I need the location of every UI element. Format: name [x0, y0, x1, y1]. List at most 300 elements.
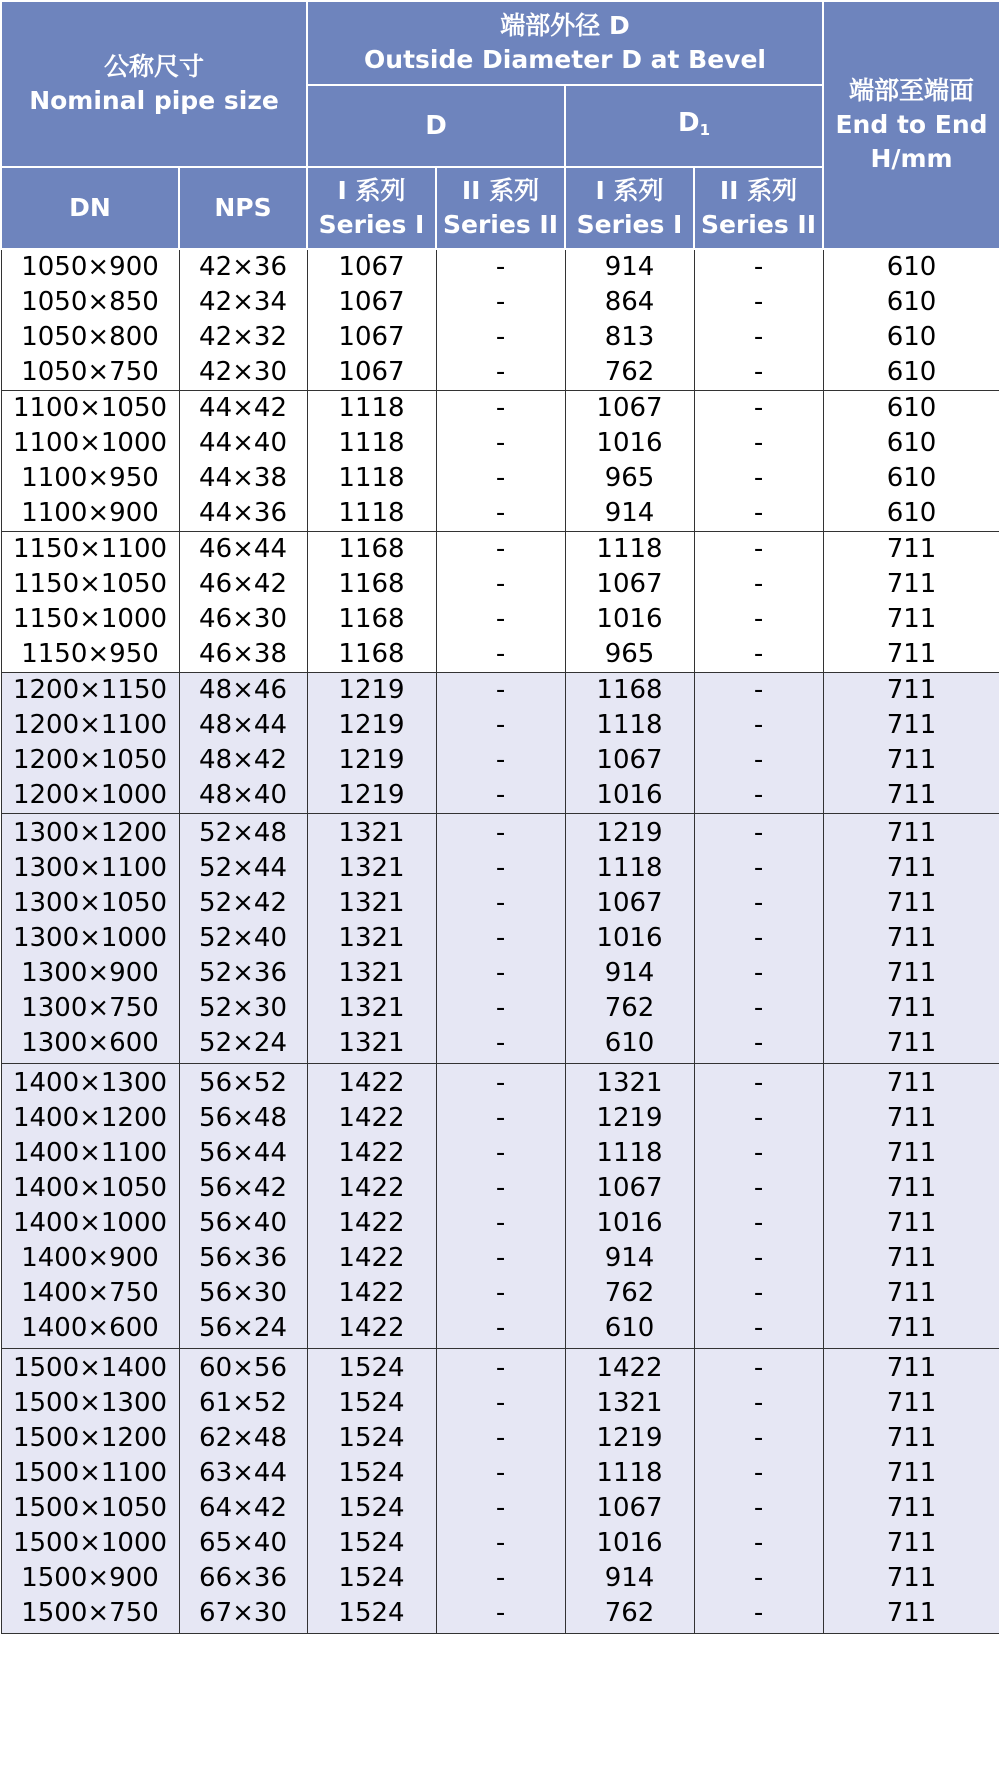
- cell-value: -: [495, 1388, 506, 1418]
- cell-value: 46×42: [199, 569, 287, 599]
- cell-value: -: [495, 710, 506, 740]
- cell-value: 1067: [596, 745, 663, 775]
- d1-series1-header: [565, 167, 694, 249]
- cell-value: 914: [604, 498, 655, 528]
- cell-value: 711: [886, 1493, 937, 1523]
- cell-value: -: [495, 252, 506, 282]
- cell-value: 1118: [338, 393, 405, 423]
- cell-value: 1050×750: [21, 357, 159, 387]
- cell-value: 1524: [338, 1598, 405, 1628]
- d1-series2-cell: [694, 814, 823, 1064]
- table-row: [1, 391, 999, 532]
- cell-value: -: [753, 569, 764, 599]
- series2-zh: II 系列: [461, 176, 540, 205]
- cell-value: -: [495, 498, 506, 528]
- d-header-label: D: [425, 111, 447, 141]
- d-series1-cell: [307, 249, 436, 391]
- cell-value: -: [495, 1068, 506, 1098]
- cell-value: 1400×1100: [12, 1138, 168, 1168]
- end-to-end-cell: [823, 1349, 999, 1634]
- cell-value: -: [753, 1173, 764, 1203]
- cell-value: -: [495, 463, 506, 493]
- cell-value: 1067: [596, 393, 663, 423]
- cell-value: 61×52: [199, 1388, 287, 1418]
- cell-value: 1321: [596, 1068, 663, 1098]
- cell-value: -: [495, 1423, 506, 1453]
- cell-value: 711: [886, 1243, 937, 1273]
- end-to-end-cell: [823, 814, 999, 1064]
- cell-value: 1422: [338, 1313, 405, 1343]
- cell-value: 1016: [596, 428, 663, 458]
- cell-value: 610: [886, 287, 937, 317]
- cell-value: 48×46: [199, 675, 287, 705]
- cell-value: 52×44: [199, 853, 287, 883]
- cell-value: 762: [604, 1278, 655, 1308]
- cell-value: 1118: [596, 1458, 663, 1488]
- cell-value: 1219: [596, 818, 663, 848]
- d-header: [307, 85, 565, 167]
- end-to-end-cell: [823, 249, 999, 391]
- cell-value: 610: [886, 252, 937, 282]
- cell-value: 1422: [596, 1353, 663, 1383]
- cell-value: 67×30: [199, 1598, 287, 1628]
- cell-value: 914: [604, 958, 655, 988]
- cell-value: -: [495, 1528, 506, 1558]
- cell-value: -: [495, 1208, 506, 1238]
- cell-value: 711: [886, 534, 937, 564]
- cell-value: -: [753, 1563, 764, 1593]
- cell-value: 1016: [596, 1528, 663, 1558]
- cell-value: 1500×1000: [12, 1528, 168, 1558]
- cell-value: 1067: [596, 1173, 663, 1203]
- cell-value: -: [753, 1493, 764, 1523]
- table-row: [1, 532, 999, 673]
- cell-value: 1500×750: [21, 1598, 159, 1628]
- cell-value: -: [753, 675, 764, 705]
- series1-en: Series I: [318, 210, 425, 239]
- cell-value: 42×32: [199, 322, 287, 352]
- cell-value: 1200×1150: [12, 675, 168, 705]
- cell-value: -: [495, 1353, 506, 1383]
- cell-value: 52×48: [199, 818, 287, 848]
- cell-value: 1016: [596, 604, 663, 634]
- cell-value: 1422: [338, 1173, 405, 1203]
- cell-value: 1067: [338, 252, 405, 282]
- cell-value: 711: [886, 1458, 937, 1488]
- cell-value: 711: [886, 958, 937, 988]
- cell-value: 711: [886, 1138, 937, 1168]
- cell-value: 1118: [596, 1138, 663, 1168]
- d1-series1-cell: [565, 532, 694, 673]
- cell-value: 56×44: [199, 1138, 287, 1168]
- cell-value: -: [753, 888, 764, 918]
- cell-value: -: [495, 993, 506, 1023]
- cell-value: 1067: [338, 287, 405, 317]
- cell-value: 46×30: [199, 604, 287, 634]
- cell-value: -: [753, 1068, 764, 1098]
- cell-value: 762: [604, 357, 655, 387]
- table-row: [1, 249, 999, 391]
- end-to-end-cell: [823, 1064, 999, 1349]
- nps-cell: [179, 1349, 307, 1634]
- series1-en: Series I: [576, 210, 683, 239]
- cell-value: 44×36: [199, 498, 287, 528]
- cell-value: 56×30: [199, 1278, 287, 1308]
- cell-value: 1118: [596, 853, 663, 883]
- cell-value: 711: [886, 818, 937, 848]
- cell-value: 1300×1050: [12, 888, 168, 918]
- cell-value: -: [495, 322, 506, 352]
- cell-value: 48×44: [199, 710, 287, 740]
- cell-value: 44×40: [199, 428, 287, 458]
- d-series2-cell: [436, 391, 565, 532]
- cell-value: 1100×1000: [12, 428, 168, 458]
- cell-value: -: [495, 853, 506, 883]
- cell-value: 1100×1050: [12, 393, 168, 423]
- d1-series2-cell: [694, 532, 823, 673]
- cell-value: 42×34: [199, 287, 287, 317]
- cell-value: 1321: [338, 853, 405, 883]
- outside-diameter-en: Outside Diameter D at Bevel: [364, 45, 766, 74]
- dn-cell: [1, 391, 179, 532]
- end-to-end-header: [823, 1, 999, 249]
- cell-value: 1321: [338, 888, 405, 918]
- cell-value: 1524: [338, 1388, 405, 1418]
- cell-value: 1300×750: [21, 993, 159, 1023]
- dn-cell: [1, 1349, 179, 1634]
- cell-value: 1422: [338, 1278, 405, 1308]
- cell-value: 52×24: [199, 1028, 287, 1058]
- cell-value: 914: [604, 1563, 655, 1593]
- cell-value: 711: [886, 1388, 937, 1418]
- d1-header-subscript: 1: [699, 120, 711, 139]
- cell-value: 711: [886, 675, 937, 705]
- series2-zh: II 系列: [719, 176, 798, 205]
- cell-value: 1321: [338, 1028, 405, 1058]
- cell-value: 1118: [596, 710, 663, 740]
- cell-value: -: [495, 780, 506, 810]
- d1-series2-cell: [694, 673, 823, 814]
- d-series2-cell: [436, 673, 565, 814]
- cell-value: 1067: [338, 322, 405, 352]
- cell-value: 711: [886, 604, 937, 634]
- cell-value: 1118: [338, 498, 405, 528]
- cell-value: -: [495, 1173, 506, 1203]
- table-row: [1, 673, 999, 814]
- d1-series1-cell: [565, 673, 694, 814]
- cell-value: 711: [886, 1598, 937, 1628]
- series2-en: Series II: [443, 210, 559, 239]
- cell-value: -: [753, 393, 764, 423]
- outside-diameter-header: [307, 1, 823, 85]
- d1-series1-cell: [565, 814, 694, 1064]
- cell-value: -: [495, 534, 506, 564]
- cell-value: 610: [886, 463, 937, 493]
- cell-value: -: [495, 1313, 506, 1343]
- cell-value: 914: [604, 252, 655, 282]
- cell-value: 864: [604, 287, 655, 317]
- cell-value: 711: [886, 1353, 937, 1383]
- cell-value: 56×48: [199, 1103, 287, 1133]
- cell-value: 1422: [338, 1138, 405, 1168]
- d-series1-cell: [307, 532, 436, 673]
- cell-value: -: [753, 357, 764, 387]
- cell-value: 56×24: [199, 1313, 287, 1343]
- cell-value: 64×42: [199, 1493, 287, 1523]
- cell-value: 1067: [338, 357, 405, 387]
- cell-value: 711: [886, 1563, 937, 1593]
- cell-value: 1219: [338, 710, 405, 740]
- cell-value: 42×36: [199, 252, 287, 282]
- cell-value: 711: [886, 1423, 937, 1453]
- cell-value: 1219: [338, 745, 405, 775]
- cell-value: 1321: [338, 923, 405, 953]
- cell-value: 762: [604, 993, 655, 1023]
- cell-value: 1500×1400: [12, 1353, 168, 1383]
- cell-value: 711: [886, 639, 937, 669]
- d1-series1-cell: [565, 249, 694, 391]
- cell-value: 1118: [338, 428, 405, 458]
- nps-cell: [179, 391, 307, 532]
- cell-value: 1422: [338, 1068, 405, 1098]
- cell-value: -: [495, 569, 506, 599]
- cell-value: 1400×1300: [12, 1068, 168, 1098]
- cell-value: -: [495, 287, 506, 317]
- cell-value: 1219: [338, 780, 405, 810]
- cell-value: 1219: [596, 1423, 663, 1453]
- d-series2-cell: [436, 814, 565, 1064]
- dn-cell: [1, 1064, 179, 1349]
- nps-cell: [179, 1064, 307, 1349]
- d1-series2-cell: [694, 391, 823, 532]
- cell-value: -: [495, 888, 506, 918]
- cell-value: 610: [886, 428, 937, 458]
- cell-value: 711: [886, 1278, 937, 1308]
- cell-value: -: [495, 357, 506, 387]
- cell-value: -: [495, 745, 506, 775]
- nps-cell: [179, 249, 307, 391]
- dn-cell: [1, 249, 179, 391]
- nominal-size-en: Nominal pipe size: [29, 86, 279, 115]
- cell-value: -: [495, 1028, 506, 1058]
- cell-value: 52×30: [199, 993, 287, 1023]
- cell-value: 1118: [596, 534, 663, 564]
- cell-value: -: [753, 322, 764, 352]
- dn-cell: [1, 673, 179, 814]
- cell-value: 1400×1000: [12, 1208, 168, 1238]
- cell-value: 1300×600: [21, 1028, 159, 1058]
- cell-value: 1118: [338, 463, 405, 493]
- cell-value: 1524: [338, 1528, 405, 1558]
- cell-value: -: [495, 639, 506, 669]
- d1-series2-cell: [694, 249, 823, 391]
- cell-value: 1067: [596, 569, 663, 599]
- series1-zh: I 系列: [595, 176, 664, 205]
- end-to-end-en: End to End: [835, 110, 988, 139]
- cell-value: 711: [886, 888, 937, 918]
- cell-value: 914: [604, 1243, 655, 1273]
- cell-value: 1321: [596, 1388, 663, 1418]
- cell-value: 1050×800: [21, 322, 159, 352]
- outside-diameter-zh: 端部外径 D: [500, 11, 630, 40]
- cell-value: -: [753, 1103, 764, 1133]
- cell-value: -: [753, 604, 764, 634]
- cell-value: -: [495, 675, 506, 705]
- cell-value: 1500×900: [21, 1563, 159, 1593]
- cell-value: 711: [886, 993, 937, 1023]
- cell-value: -: [753, 710, 764, 740]
- cell-value: 1016: [596, 1208, 663, 1238]
- cell-value: -: [495, 923, 506, 953]
- cell-value: 1067: [596, 888, 663, 918]
- d1-header-label: D: [678, 107, 700, 138]
- d-series1-cell: [307, 391, 436, 532]
- cell-value: 60×56: [199, 1353, 287, 1383]
- cell-value: 711: [886, 923, 937, 953]
- end-to-end-zh: 端部至端面: [849, 76, 975, 105]
- cell-value: -: [753, 534, 764, 564]
- cell-value: 711: [886, 1208, 937, 1238]
- cell-value: 1200×1000: [12, 780, 168, 810]
- cell-value: -: [753, 1353, 764, 1383]
- cell-value: 711: [886, 1028, 937, 1058]
- cell-value: 1168: [596, 675, 663, 705]
- cell-value: 711: [886, 710, 937, 740]
- cell-value: 44×38: [199, 463, 287, 493]
- end-to-end-cell: [823, 673, 999, 814]
- cell-value: -: [753, 1388, 764, 1418]
- cell-value: 1400×1050: [12, 1173, 168, 1203]
- cell-value: 1400×750: [21, 1278, 159, 1308]
- cell-value: 1524: [338, 1493, 405, 1523]
- nominal-size-header: [1, 1, 307, 167]
- cell-value: 1168: [338, 569, 405, 599]
- cell-value: -: [495, 1458, 506, 1488]
- cell-value: 48×40: [199, 780, 287, 810]
- end-to-end-cell: [823, 391, 999, 532]
- cell-value: -: [753, 498, 764, 528]
- nominal-size-zh: 公称尺寸: [104, 52, 205, 81]
- cell-value: 610: [886, 498, 937, 528]
- cell-value: 1422: [338, 1208, 405, 1238]
- nps-header: [179, 167, 307, 249]
- d1-series2-cell: [694, 1349, 823, 1634]
- cell-value: 1100×950: [21, 463, 159, 493]
- series2-en: Series II: [701, 210, 817, 239]
- end-to-end-unit: H/mm: [870, 144, 953, 173]
- cell-value: 56×36: [199, 1243, 287, 1273]
- table-row: [1, 814, 999, 1064]
- cell-value: -: [495, 1103, 506, 1133]
- cell-value: 42×30: [199, 357, 287, 387]
- cell-value: 1200×1050: [12, 745, 168, 775]
- cell-value: 1200×1100: [12, 710, 168, 740]
- cell-value: -: [753, 1138, 764, 1168]
- d-series1-header: [307, 167, 436, 249]
- cell-value: 44×42: [199, 393, 287, 423]
- cell-value: 711: [886, 1103, 937, 1133]
- cell-value: 56×40: [199, 1208, 287, 1238]
- cell-value: 1150×950: [21, 639, 159, 669]
- cell-value: 1500×1300: [12, 1388, 168, 1418]
- d1-series1-cell: [565, 1064, 694, 1349]
- cell-value: -: [753, 1028, 764, 1058]
- cell-value: -: [753, 1528, 764, 1558]
- cell-value: -: [495, 1493, 506, 1523]
- cell-value: -: [753, 639, 764, 669]
- cell-value: -: [753, 1313, 764, 1343]
- d-series2-header: [436, 167, 565, 249]
- cell-value: 1016: [596, 780, 663, 810]
- cell-value: 1300×900: [21, 958, 159, 988]
- cell-value: 1219: [596, 1103, 663, 1133]
- cell-value: 65×40: [199, 1528, 287, 1558]
- cell-value: 711: [886, 569, 937, 599]
- d-series1-cell: [307, 814, 436, 1064]
- cell-value: 610: [886, 393, 937, 423]
- cell-value: -: [495, 1138, 506, 1168]
- cell-value: 1168: [338, 534, 405, 564]
- cell-value: 1168: [338, 639, 405, 669]
- cell-value: 711: [886, 1173, 937, 1203]
- cell-value: -: [753, 993, 764, 1023]
- d-series1-cell: [307, 673, 436, 814]
- cell-value: -: [753, 1278, 764, 1308]
- cell-value: -: [753, 923, 764, 953]
- cell-value: 48×42: [199, 745, 287, 775]
- cell-value: 1400×600: [21, 1313, 159, 1343]
- cell-value: 1422: [338, 1103, 405, 1133]
- cell-value: 56×52: [199, 1068, 287, 1098]
- cell-value: -: [753, 1423, 764, 1453]
- cell-value: -: [495, 958, 506, 988]
- cell-value: -: [753, 853, 764, 883]
- series1-zh: I 系列: [337, 176, 406, 205]
- cell-value: 52×40: [199, 923, 287, 953]
- cell-value: -: [753, 1598, 764, 1628]
- cell-value: 1524: [338, 1423, 405, 1453]
- cell-value: 1300×1200: [12, 818, 168, 848]
- table-row: [1, 1349, 999, 1634]
- cell-value: 762: [604, 1598, 655, 1628]
- cell-value: 1150×1100: [12, 534, 168, 564]
- cell-value: 1219: [338, 675, 405, 705]
- cell-value: 1300×1000: [12, 923, 168, 953]
- cell-value: -: [753, 1458, 764, 1488]
- cell-value: 1100×900: [21, 498, 159, 528]
- cell-value: 1524: [338, 1353, 405, 1383]
- cell-value: 1321: [338, 993, 405, 1023]
- cell-value: 1500×1100: [12, 1458, 168, 1488]
- cell-value: -: [753, 1208, 764, 1238]
- cell-value: 1321: [338, 958, 405, 988]
- cell-value: -: [495, 428, 506, 458]
- dn-cell: [1, 532, 179, 673]
- cell-value: 1321: [338, 818, 405, 848]
- d-series1-cell: [307, 1349, 436, 1634]
- cell-value: 711: [886, 853, 937, 883]
- table-body: [1, 249, 999, 1634]
- cell-value: 52×42: [199, 888, 287, 918]
- cell-value: 1524: [338, 1458, 405, 1488]
- cell-value: -: [495, 604, 506, 634]
- cell-value: -: [753, 958, 764, 988]
- cell-value: 965: [604, 639, 655, 669]
- d1-header: [565, 85, 823, 167]
- cell-value: 610: [886, 357, 937, 387]
- nps-header-label: NPS: [214, 193, 272, 222]
- cell-value: 1400×1200: [12, 1103, 168, 1133]
